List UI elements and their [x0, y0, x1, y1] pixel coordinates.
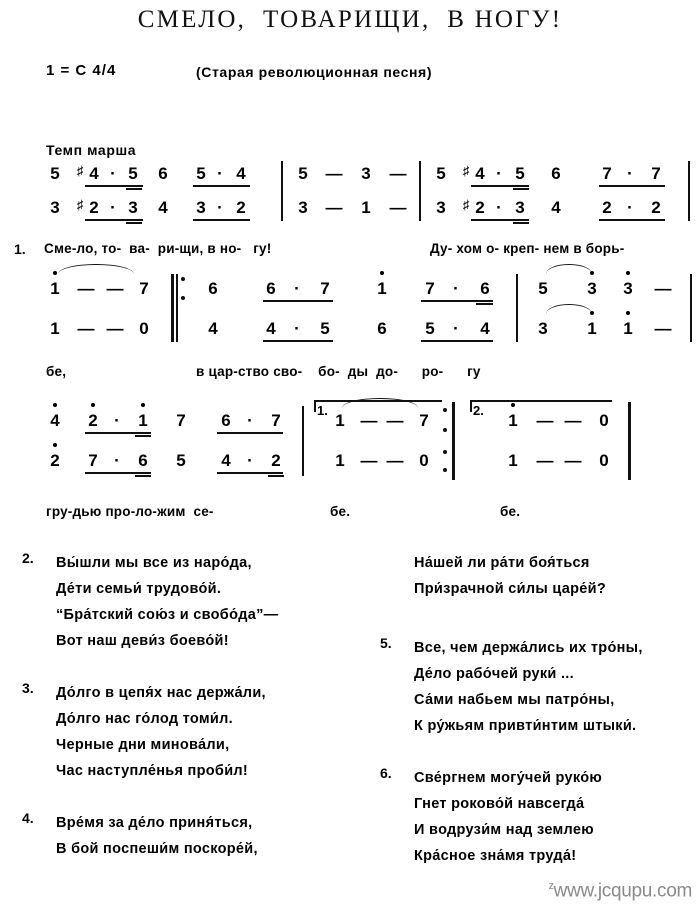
note-dash: —: [386, 451, 404, 470]
beam: [513, 222, 529, 224]
subtitle: (Старая революционная песня): [196, 64, 433, 80]
note: 3: [298, 198, 308, 217]
note: 6: [138, 451, 148, 470]
note: 7: [176, 411, 186, 430]
note-dash: —: [77, 279, 95, 298]
note: 4: [158, 198, 168, 217]
note: 0: [139, 319, 149, 338]
verse-line: Вот наш деви́з боево́й!: [56, 633, 229, 649]
dot-prolong: ·: [627, 198, 633, 217]
system-1-lyrics: [0, 241, 700, 263]
note-dash: —: [654, 319, 672, 338]
verse-line: И водрузи́м над землею: [414, 822, 594, 838]
note: 1: [508, 411, 518, 430]
beam: [126, 222, 142, 224]
volta-label: 1.: [317, 403, 328, 418]
beam: [85, 185, 143, 187]
octave-dot-high: [53, 443, 57, 447]
beam: [471, 219, 529, 221]
verse-line: До́лго нас го́лод томи́л.: [56, 711, 233, 727]
note: 3: [361, 164, 371, 183]
note-dash: —: [325, 198, 343, 217]
note: 6: [377, 319, 387, 338]
note: 2: [602, 198, 612, 217]
volta-left-line: [470, 400, 472, 412]
verse-lines: [56, 550, 278, 654]
verse-number: 5.: [380, 635, 392, 651]
verse-line: Вы́шли мы все из наро́да,: [56, 555, 252, 571]
note: 7: [419, 411, 429, 430]
verse-number: 2.: [22, 550, 34, 566]
note: 0: [419, 451, 429, 470]
sharp-icon: ♯: [77, 163, 84, 178]
note: 4: [475, 164, 485, 183]
verse-line: Са́ми набьем мы патро́ны,: [414, 692, 615, 708]
note: 5: [320, 319, 330, 338]
verse-line: Све́ргнем могу́чей руко́ю: [414, 770, 603, 786]
system-2-lower-voice: [0, 320, 700, 346]
note: 1: [138, 411, 148, 430]
verse-line: Все, чем держа́лись их тро́ны,: [414, 640, 643, 656]
verse-line: При́зрачной си́лы царе́й?: [414, 581, 606, 597]
note-dash: —: [564, 451, 582, 470]
note: 7: [139, 279, 149, 298]
note: 5: [515, 164, 525, 183]
note-dash: —: [325, 164, 343, 183]
beam: [193, 219, 250, 221]
note: 6: [480, 279, 490, 298]
note-dash: —: [389, 198, 407, 217]
dot-prolong: ·: [496, 164, 502, 183]
octave-dot-high: [53, 403, 57, 407]
note: 2: [88, 411, 98, 430]
verse-line: К ру́жьям привти́нтим штыки́.: [414, 718, 637, 734]
verse-line: На́шей ли ра́ти боя́ться: [414, 555, 590, 571]
verse-line: Де́ти семьи́ трудово́й.: [56, 581, 222, 597]
verse-lines: [414, 765, 602, 869]
lyric-text: гру-дью про-ло-жим се-: [46, 504, 214, 519]
verse-number: 1.: [14, 241, 26, 257]
beam: [193, 185, 250, 187]
note-dash: —: [389, 164, 407, 183]
note: 1: [50, 319, 60, 338]
note: 4: [480, 319, 490, 338]
slur: [58, 264, 134, 274]
volta-top-line: [470, 400, 612, 402]
dot-prolong: ·: [496, 198, 502, 217]
note: 5: [538, 279, 548, 298]
note: 3: [50, 198, 60, 217]
volta-label: 2.: [473, 403, 484, 418]
verse-line: Вре́мя за де́ло приня́ться,: [56, 815, 253, 831]
octave-dot-high: [626, 271, 630, 275]
lyric-text: бе.: [330, 504, 351, 519]
final-barline: [628, 402, 631, 480]
beam: [513, 188, 529, 190]
note: 2: [89, 198, 99, 217]
note-dash: —: [536, 411, 554, 430]
note: 7: [271, 411, 281, 430]
note: 4: [266, 319, 276, 338]
note: 1: [50, 279, 60, 298]
note: 1: [377, 279, 387, 298]
system-1-upper-voice: [0, 165, 700, 191]
dot-prolong: ·: [294, 279, 300, 298]
volta-2-upper-voice: [0, 412, 700, 438]
system-2-lyrics: [0, 364, 700, 386]
note: 0: [599, 451, 609, 470]
verse-number: 3.: [22, 680, 34, 696]
verse-line: Кра́сное зна́мя труда́!: [414, 848, 577, 864]
verse-lines: [56, 680, 266, 784]
lyric-text: в цар-ство сво- бо- ды до- ро- гу: [196, 364, 481, 379]
beam: [421, 300, 493, 302]
dot-prolong: ·: [247, 411, 253, 430]
note: 7: [88, 451, 98, 470]
verse-line: До́лго в цепя́х нас держа́ли,: [56, 685, 266, 701]
verse-lines: [414, 635, 643, 739]
note-dash: —: [536, 451, 554, 470]
verse-line: Час наступле́нья проби́л!: [56, 763, 249, 779]
note: 7: [320, 279, 330, 298]
note: 6: [221, 411, 231, 430]
note-dash: —: [106, 279, 124, 298]
verse-number: 6.: [380, 765, 392, 781]
octave-dot-high: [380, 271, 384, 275]
note-dash: —: [360, 451, 378, 470]
note: 4: [208, 319, 218, 338]
repeat-dot: [181, 277, 185, 281]
music-system-3: [0, 403, 700, 522]
beam: [421, 340, 493, 342]
note: 5: [128, 164, 138, 183]
octave-dot-high: [91, 403, 95, 407]
watermark-prefix: z: [548, 879, 554, 892]
sharp-icon: ♯: [463, 163, 470, 178]
dot-prolong: ·: [114, 411, 120, 430]
note: 4: [50, 411, 60, 430]
dot-prolong: ·: [217, 164, 223, 183]
octave-dot-high: [590, 311, 594, 315]
beam: [599, 185, 665, 187]
lyric-text: бе,: [46, 364, 67, 379]
note: 0: [599, 411, 609, 430]
note-dash: —: [77, 319, 95, 338]
verse-line: В бой поспеши́м поскоре́й,: [56, 841, 258, 857]
note: 3: [538, 319, 548, 338]
note: 5: [196, 164, 206, 183]
dot-prolong: ·: [247, 451, 253, 470]
sharp-icon: ♯: [77, 197, 84, 212]
note-dash: —: [360, 411, 378, 430]
note: 7: [651, 164, 661, 183]
repeat-dot: [181, 296, 185, 300]
volta-left-line: [314, 400, 316, 412]
verse-lines: [414, 550, 606, 602]
verse-line: Де́ло рабо́чей руки́ ...: [414, 666, 574, 682]
note-dash: —: [654, 279, 672, 298]
note: 4: [236, 164, 246, 183]
lyric-text: Ду- хом о- креп- нем в борь-: [430, 241, 625, 256]
verse-line: Гнет роково́й навсегда́: [414, 796, 585, 812]
system-3-lyrics: [0, 504, 700, 526]
note-dash: —: [386, 411, 404, 430]
octave-dot-high: [511, 403, 515, 407]
note: 2: [50, 451, 60, 470]
beam: [263, 300, 333, 302]
note: 7: [425, 279, 435, 298]
note: 6: [208, 279, 218, 298]
note: 3: [436, 198, 446, 217]
beam: [599, 219, 665, 221]
music-system-1: [0, 165, 700, 265]
dot-prolong: ·: [110, 198, 116, 217]
watermark: [548, 880, 692, 902]
verse-line: “Бра́тский сою́з и свобо́да”—: [56, 607, 279, 623]
octave-dot-high: [626, 311, 630, 315]
music-system-2: [0, 280, 700, 380]
beam: [126, 188, 142, 190]
beam: [263, 340, 333, 342]
note: 5: [436, 164, 446, 183]
note: 1: [335, 451, 345, 470]
sharp-icon: ♯: [463, 197, 470, 212]
note: 3: [196, 198, 206, 217]
dot-prolong: ·: [110, 164, 116, 183]
note: 7: [602, 164, 612, 183]
verse-line: Черные дни минова́ли,: [56, 737, 230, 753]
dot-prolong: ·: [217, 198, 223, 217]
note: 6: [551, 164, 561, 183]
octave-dot-high: [590, 271, 594, 275]
note: 5: [176, 451, 186, 470]
watermark-url: www.jcqupu.com: [553, 880, 692, 901]
beam: [476, 303, 493, 305]
lyric-text: Сме-ло, то- ва- ри-щи, в но- гу!: [44, 241, 272, 256]
volta-2-lower-voice: [0, 452, 700, 478]
lyric-text: бе.: [500, 504, 521, 519]
system-2-upper-voice: [0, 280, 700, 306]
note: 1: [587, 319, 597, 338]
octave-dot-high: [141, 403, 145, 407]
note: 2: [475, 198, 485, 217]
note: 3: [128, 198, 138, 217]
note: 1: [508, 451, 518, 470]
note: 3: [515, 198, 525, 217]
note-dash: —: [564, 411, 582, 430]
system-1-lower-voice: [0, 199, 700, 225]
note: 1: [623, 319, 633, 338]
note: 1: [361, 198, 371, 217]
verse-number: 4.: [22, 810, 34, 826]
tempo-marking: Темп марша: [46, 142, 137, 158]
note: 3: [623, 279, 633, 298]
dot-prolong: ·: [453, 279, 459, 298]
dot-prolong: ·: [114, 451, 120, 470]
note: 5: [298, 164, 308, 183]
dot-prolong: ·: [453, 319, 459, 338]
page-title: СМЕЛО, ТОВАРИЩИ, В НОГУ!: [137, 6, 563, 33]
note: 5: [425, 319, 435, 338]
note: 4: [551, 198, 561, 217]
note: 2: [271, 451, 281, 470]
dot-prolong: ·: [627, 164, 633, 183]
note: 4: [221, 451, 231, 470]
note: 6: [266, 279, 276, 298]
verse-lines: [56, 810, 258, 862]
note: 2: [236, 198, 246, 217]
key-signature: 1 = C 4/4: [46, 62, 117, 79]
beam: [471, 185, 529, 187]
dot-prolong: ·: [294, 319, 300, 338]
note: 2: [651, 198, 661, 217]
note: 6: [158, 164, 168, 183]
note: 5: [50, 164, 60, 183]
octave-dot-high: [53, 271, 57, 275]
slur: [546, 264, 592, 274]
note: 3: [587, 279, 597, 298]
note: 4: [89, 164, 99, 183]
beam: [85, 219, 143, 221]
note: 1: [335, 411, 345, 430]
note-dash: —: [106, 319, 124, 338]
